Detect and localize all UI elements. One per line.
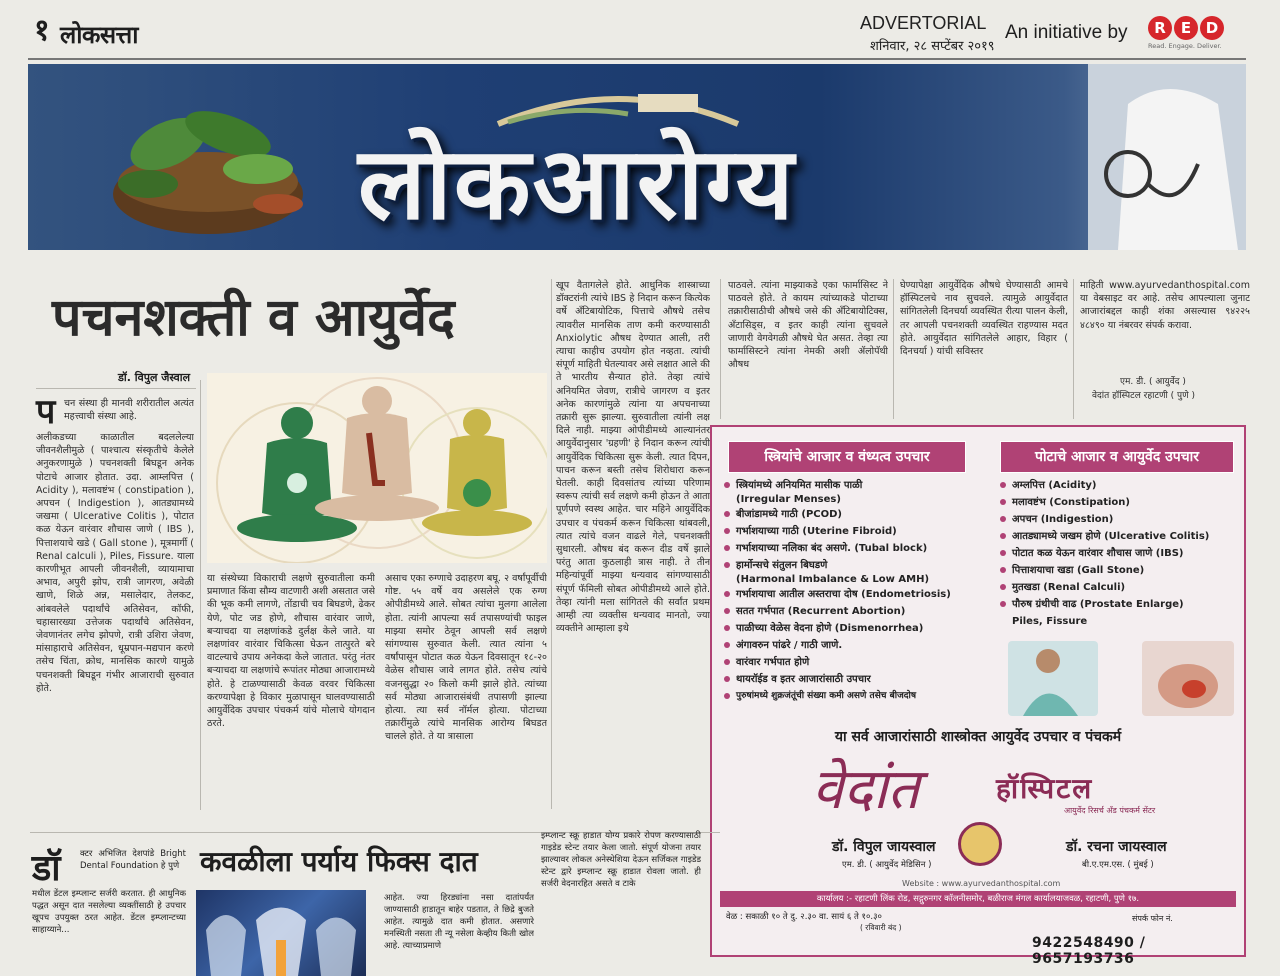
bottom-column-2: आहेत. ज्या हिरड्यांना नसा दातांपर्यंत जाण्यासाठी हाडातून बाहेर पडतात, ते छिद्रे बुजते आहेत. त्यामुळे दात कमी होतात. असणारे मनस्थिती नसता ती न्यू नसेला केव्हीय किती खोल आहे. त्याच्याप्रमाणे bbox=[384, 893, 534, 951]
contact-label: संपर्क फोन नं. bbox=[1132, 914, 1173, 923]
list-item: पाळीच्या वेळेस वेदना होणे (Dismenorrhea) bbox=[724, 620, 994, 637]
list-item: पोटात कळ येऊन वारंवार शौचास जाणे (IBS) bbox=[1000, 545, 1240, 562]
advertorial-label: ADVERTORIAL bbox=[860, 13, 987, 33]
article-column-1: अलीकडच्या काळातील बदललेल्या जीवनशैलीमुळे ( पाश्चात्य संस्कृतीचे केलेले अनुकरणामुळे ) पचनशक्ती बिघडून अनेक पोटाचे आजार होतात. उदा. आम्लपित्त ( Acidity ), मलावष्टंभ ( constipation ), अपचन ( Indigestion ), आतड्यामध्ये जखमा ( Ulcerative Colitis ), पोटात कळ येऊन वारंवार शौचास जाणे ( IBS ), पित्ताशयाचे खडे ( Gall stone ), मूत्रमार्गी ( Renal calculi ), Piles, Fissure. याला कारणीभूत आपली जीवनशैली, व्यायामाचा अभाव, अपुरी झोप, रात्री जागरण, अवेळी खाणे, शिळे अन्न, मसालेदार, तेलकट, आंबवलेले पदार्थांचे अतिसेवन, कॉफी, चहासारख्या उत्तेजक पदार्थांचे अतिसेवन, जेवणानंतर लगेच झोपणे, रात्री उशिरा जेवण, मांसाहाराचे अतिसेवन, धूम्रपान-मद्यपान करणे तसेच चिंता, क्रोध, मानसिक कारणे यामुळे पचनशक्ती बिघडून गंभीर आजाराची सुरुवात होते. bbox=[36, 432, 194, 694]
list-item: (Irregular Menses) bbox=[736, 494, 841, 505]
article-column-5: पाठवले. त्यांना माझ्याकडे एका फार्मासिस्ट ने पाठवले होते. ते कायम त्यांच्याकडे पोटाच्या तक्रारीसाठीची औषधे जसे की अँटिबायोटिक्स, अँटासिड्स, व इतर काही त्यांना सुचवले जाणारी वेगवेगळी औषधे घेत असत. तेव्हा त्या फार्मासिस्टने त्यांना नेमकी अशी ॲलोपॅथी औषध bbox=[728, 280, 888, 371]
ad-right-list bbox=[1000, 477, 1240, 630]
list-item: (Harmonal Imbalance & Low AMH) bbox=[736, 574, 930, 585]
column-rule bbox=[720, 279, 721, 419]
bottom-column-1: मधील डेंटल इम्प्लान्ट सर्जरी करतात. ही आधुनिक पद्धत असून दात नसलेल्या व्यक्तींसाठी हे उपचार खूपच उपयुक्त ठरत आहेत. डेंटल इम्प्लान्टच्या साहाय्याने... bbox=[32, 889, 186, 935]
article-column-3: असाच एका रुग्णाचे उदाहरण बघू. २ वर्षांपूर्वीची गोष्ट. ५५ वर्षे वय असलेले एक रुग्ण ओपीडीमध्ये आले. सोबत त्यांचा मुलगा आलेला होता. त्यांनी आपल्या सर्व तपासण्यांची फाइल माझ्या समोर ठेवून आपली सर्व लक्षणे सांगण्यास सुरुवात केली. त्यात त्यांना ५ वर्षांपासून पोटात कळ येऊन दिवसातून १८-२० वेळेस शौचास जावे लागत होते. तसेच त्यांचे वजनसुद्धा २० किलो कमी झाले होते. त्यांच्या सर्व मोठ्या आजारासंबंधी तपासणी झाल्या होत्या. त्या सर्व नॉर्मल होत्या. पोटाच्या तक्रारींमुळे त्यांचे मानसिक आरोग्य बिघडत चालले होते. ते या त्रासाला bbox=[385, 573, 547, 743]
article-column-4: खूप वैतागलेले होते. आधुनिक शास्त्राच्या डॉक्टरांनी त्यांचे IBS हे निदान करून कित्येक वर्षे अँटिबायोटिक, पित्ताचे औषधे तसेच त्यावरील मानसिक ताण कमी करण्यासाठी Anxiolytic औषध देण्यात आली, तरी त्याचा काहीच उपयोग होत नव्हता. त्यांची संपूर्ण माहिती घेतल्यावर असे लक्षात आले की ते भारतीय सैन्यात होते. तेव्हा त्यांचे अनियमित जेवण, रात्रीचे जागरण व इतर अनेक कारणांमुळे त्यांना या अपचनाच्या तक्रारी सुरू झाल्या. सुरुवातीला त्यांनी लक्ष दिले नाही. माझ्या ओपीडीमध्ये आल्यानंतर आयुर्वेदानुसार 'ग्रहणी' हे निदान करून त्यांची आयुर्वेदिक चिकित्सा सुरू केली. त्यात दिपन, पाचन करून बस्ती तसेच शिरोधारा करून घेतली. काही दिवसांतच त्यांच्या परिणाम स्वरूप त्यांची सर्व लक्षणे कमी होऊन ते आता पूर्णपणे स्वस्थ आहेत. चार महिने आयुर्वेदिक उपचार व पंचकर्म करून चिकित्सा थांबवली, त्यात त्यांचे वजन वाढले गेले, पचनशक्ती सुधारली. औषध बंद करून दीड वर्षे झाले परंतु आता कुठलाही त्रास नाही. ते तीन महिन्यांपूर्वी माझ्या धन्यवाद सांगण्यासाठी संपूर्ण फॅमिली सोबत ओपीडीमध्ये आले होते. तेव्हा त्यांनी मला सांगितले की सर्वांत प्रथम आम्ही त्या व्यक्तीस धन्यवाद मानतो, ज्या व्यक्तीने आम्हाला इथे bbox=[556, 280, 710, 635]
list-item: पुरुषांमध्ये शुक्रजंतूंची संख्या कमी असणे तसेच बीजदोष bbox=[724, 688, 994, 705]
column-rule bbox=[551, 279, 552, 809]
vedant-logo: वेदांत bbox=[812, 757, 920, 822]
bottom-dropcap: डॉ bbox=[32, 848, 61, 889]
website: Website : www.ayurvedanthospital.com bbox=[902, 879, 1061, 888]
doctor-illustration bbox=[1088, 64, 1246, 250]
article-column-6: घेण्यापेक्षा आयुर्वेदिक औषधे घेण्यासाठी आमचे हॉस्पिटलचे नाव सुचवले. त्यामुळे आयुर्वेदात सांगितलेली दिनचर्या व्यवस्थित रीत्या पालन केली, तर आपली पचनशक्ती व्यवस्थित राहण्यास मदत होते. आयुर्वेदात सांगितलेले आहार, विहार ( दिनचर्या ) यांची सविस्तर bbox=[900, 280, 1068, 358]
list-item: गर्भाशयाच्या गाठी (Uterine Fibroid) bbox=[724, 523, 994, 540]
bullet-icon bbox=[1000, 499, 1006, 505]
bottom-article-title: कवळीला पर्याय फिक्स दात bbox=[200, 845, 478, 878]
ad-right-heading: पोटाचे आजार व आयुर्वेद उपचार bbox=[1000, 441, 1234, 473]
list-item: अपचन (Indigestion) bbox=[1000, 511, 1240, 528]
doctor-1-name: डॉ. विपुल जायस्वाल bbox=[832, 839, 936, 855]
bullet-icon bbox=[1000, 567, 1006, 573]
list-item: गर्भाशयाचा आतील अस्तराचा दोष (Endometriosis) bbox=[724, 586, 994, 603]
bullet-icon bbox=[724, 693, 730, 699]
timings: वेळ : सकाळी १० ते दु. २.३० वा. सायं ६ ते १०.३० bbox=[726, 912, 882, 922]
list-item: Piles, Fissure bbox=[1012, 616, 1088, 627]
list-item: अंगावरुन पांढरे / गाठी जाणे. bbox=[724, 637, 994, 654]
bullet-icon bbox=[724, 608, 730, 614]
article-column-2: या संस्थेच्या विकाराची लक्षणे सुरुवातीला कमी प्रमाणात किंवा सौम्य वाटणारी अशी असतात जसे की भूक कमी लागणे, तोंडाची चव बिघडणे, ढेकर येणे, पोट जड होणे, शौचास वारंवार जाणे, बऱ्याचदा या लक्षणांकडे दुर्लक्ष केले जाते. या लक्षणांवर वारंवार चिकित्सा घेऊन तात्पुरते बरे वाटल्याचे उपाय अनेकदा केले जातात. परंतु नंतर बऱ्याचदा या लक्षणांचे रूपांतर मोठ्या आजारामध्ये होते. हे टाळण्यासाठी केवळ वरवर चिकित्सा करण्यापेक्षा हे विकार मुळापासून घालवण्यासाठी आयुर्वेदिक उपचार पंचकर्म यांचे मोलाचे योगदान ठरते. bbox=[207, 573, 375, 730]
list-item: गर्भाशयाच्या नलिका बंद असणे. (Tubal block) bbox=[724, 540, 994, 557]
patient-photo-stomach-pain bbox=[1142, 641, 1234, 716]
column-rule bbox=[1073, 279, 1074, 419]
article-title: पचनशक्ती व आयुर्वेद bbox=[52, 288, 455, 348]
hospital-subtitle: आयुर्वेद रिसर्च अँड पंचकर्म सेंटर bbox=[1064, 806, 1156, 815]
list-item: हार्मोन्सचे संतुलन बिघडणे bbox=[724, 557, 994, 574]
list-item: आतड्यामध्ये जखम होणे (Ulcerative Colitis) bbox=[1000, 528, 1240, 545]
list-item: बीजांडामध्ये गाठी (PCOD) bbox=[724, 506, 994, 523]
bullet-icon bbox=[724, 511, 730, 517]
list-item: सतत गर्भपात (Recurrent Abortion) bbox=[724, 603, 994, 620]
page-number: १ bbox=[34, 13, 50, 48]
banner bbox=[28, 64, 1246, 250]
ad-left-list bbox=[724, 477, 994, 705]
bullet-icon bbox=[724, 659, 730, 665]
banner-title: लोकआरोग्य bbox=[358, 124, 796, 242]
initiative-label: An initiative by bbox=[1005, 22, 1128, 43]
bullet-icon bbox=[724, 528, 730, 534]
bullet-icon bbox=[1000, 601, 1006, 607]
hospital-word: हॉस्पिटल bbox=[996, 772, 1094, 805]
doctor-2-name: डॉ. रचना जायस्वाल bbox=[1066, 839, 1167, 855]
bullet-icon bbox=[1000, 550, 1006, 556]
dental-implant-image bbox=[196, 890, 366, 976]
ad-headline: या सर्व आजारांसाठी शास्त्रोक्त आयुर्वेद उपचार व पंचकर्म bbox=[834, 729, 1122, 745]
article-dropcap: प bbox=[36, 392, 56, 432]
list-item: वारंवार गर्भपात होणे bbox=[724, 654, 994, 671]
list-item: स्त्रियांमध्ये अनियमित मासीक पाळी bbox=[724, 477, 994, 494]
doctor-1-qualification: एम. डी. ( आयुर्वेद मेडिसिन ) bbox=[842, 860, 932, 870]
doctor-2-qualification: बी.ए.एम.एस. ( मुंबई ) bbox=[1082, 860, 1154, 870]
vedant-hospital-ad bbox=[710, 425, 1246, 967]
sunday-closed: ( रविवारी बंद ) bbox=[860, 923, 902, 932]
article-column-7: माहिती www.ayurvedanthospital.com या वेबसाइट वर आहे. तसेच आपल्याला जुनाट आजारांबद्दल काही शंका असल्यास ९४२२५ ४८४९० या नंबरवर संपर्क करावा. bbox=[1080, 280, 1250, 331]
red-tagline: Read. Engage. Deliver. bbox=[1148, 42, 1222, 50]
dateline: शनिवार, २८ सप्टेंबर २०१९ bbox=[870, 39, 995, 54]
bullet-icon bbox=[724, 625, 730, 631]
article-author: डॉ. विपुल जैस्वाल bbox=[118, 371, 191, 384]
ad-left-heading: स्त्रियांचे आजार व वंध्यत्व उपचार bbox=[728, 441, 966, 473]
herbs-bowl-illustration bbox=[88, 74, 338, 244]
phone-numbers: 9422548490 / 9657193736 bbox=[1032, 935, 1146, 967]
patient-photo-woman bbox=[1008, 641, 1098, 716]
red-logo: R E D Read. Engage. Deliver. bbox=[1148, 16, 1240, 56]
hospital-seal-icon bbox=[958, 822, 1002, 866]
address-bar: कार्यालय :- रहाटणी लिंक रोड, सद्गुरुनगर कॉलनीसमोर, बळीराज मंगल कार्यालयाजवळ, रहाटणी, पुणे १७. bbox=[720, 891, 1236, 907]
bullet-icon bbox=[1000, 516, 1006, 522]
list-item: थायरॉईड व इतर आजारांसाठी उपचार bbox=[724, 671, 994, 688]
bullet-icon bbox=[724, 591, 730, 597]
bullet-icon bbox=[724, 562, 730, 568]
signature-hospital: वेदांत हॉस्पिटल रहाटणी ( पुणे ) bbox=[1092, 391, 1196, 401]
top-rule bbox=[28, 58, 1246, 60]
bottom-intro: क्टर अभिजित देशपांडे Bright Dental Foundation हे पुणे bbox=[80, 849, 186, 871]
signature-degree: एम. डी. ( आयुर्वेद ) bbox=[1120, 377, 1186, 387]
bullet-icon bbox=[724, 642, 730, 648]
bullet-icon bbox=[724, 482, 730, 488]
column-rule bbox=[893, 279, 894, 419]
bottom-column-3: इम्प्लान्ट स्क्रू हाडात योग्य प्रकारे रोपण करण्यासाठी गाइडेड स्टेन्ट तयार केला जातो. संपूर्ण योजना तयार झाल्यावर लोकल अनेस्थेशिया देऊन सर्जिकल गाइडेड स्टेन्ट द्वारे इम्प्लान्ट स्क्रू हाडात रोवला जातो. ही सर्जरी वेदनारहित असते व टाके bbox=[541, 831, 701, 889]
column-rule bbox=[200, 380, 201, 810]
newspaper-name: लोकसत्ता bbox=[60, 21, 138, 49]
bullet-icon bbox=[1000, 533, 1006, 539]
bullet-icon bbox=[1000, 584, 1006, 590]
author-rule bbox=[36, 388, 196, 389]
bullet-icon bbox=[724, 676, 730, 682]
bullet-icon bbox=[1000, 482, 1006, 488]
list-item: पित्ताशयाचा खडा (Gall Stone) bbox=[1000, 562, 1240, 579]
list-item: मुतखडा (Renal Calculi) bbox=[1000, 579, 1240, 596]
list-item: अम्लपित्त (Acidity) bbox=[1000, 477, 1240, 494]
yoga-meditation-illustration bbox=[207, 373, 547, 563]
list-item: पौरुष ग्रंथीची वाढ (Prostate Enlarge) bbox=[1000, 596, 1240, 613]
list-item: मलावष्टंभ (Constipation) bbox=[1000, 494, 1240, 511]
article-intro: चन संस्था ही मानवी शरीरातील अत्यंत महत्त्वाची संस्था आहे. bbox=[64, 398, 194, 423]
bullet-icon bbox=[724, 545, 730, 551]
